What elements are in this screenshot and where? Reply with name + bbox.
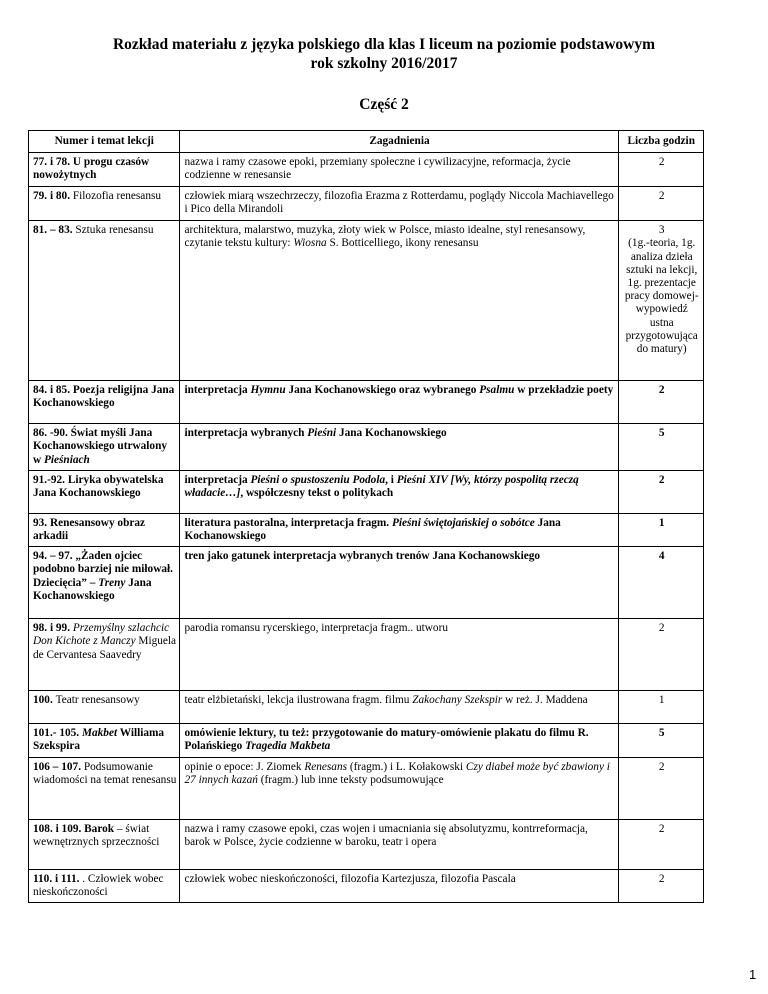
lesson-cell <box>29 869 180 902</box>
hours-cell: 2 <box>619 153 704 187</box>
hours-cell: 2 <box>619 869 704 902</box>
lesson-text-run: 110. i 111. <box>33 872 83 885</box>
lesson-cell <box>29 757 180 819</box>
topics-text-run: w reż. J. Maddena <box>502 694 588 707</box>
lesson-cell <box>29 691 180 724</box>
table-row <box>29 381 704 424</box>
topics-cell <box>180 424 619 471</box>
header-lesson: Numer i temat lekcji <box>29 131 180 153</box>
lesson-text-run: Williama Szekspira <box>33 727 165 753</box>
lesson-text-run: Filozofia renesansu <box>72 190 162 203</box>
lesson-cell <box>29 619 180 691</box>
lesson-text-run: 93. Renesansowy obraz arkadii <box>33 516 146 543</box>
lesson-text-run: 98. i 99. <box>33 622 73 635</box>
hours-cell: 2 <box>619 381 704 424</box>
topics-text-run: omówienie lektury, tu też: przygotowanie do matury-omówienie plakatu do filmu R. Polańskiego <box>184 727 589 753</box>
topics-text-run: interpretacja <box>184 473 251 486</box>
topics-text-run: interpretacja <box>184 384 251 397</box>
topics-text-run: nazwa i ramy czasowe epoki, czas wojen i umacniania się absolutyzmu, kontrreformacja, barok w Polsce, życie codzienne w baroku, teatr i opera <box>184 822 588 848</box>
lesson-cell <box>29 513 180 546</box>
lesson-text-run: Pieśniach <box>43 453 90 466</box>
topics-text-run: Pieśni świętojańskiej o sobótce <box>391 516 535 529</box>
topics-cell <box>180 724 619 757</box>
topics-text-run: Jana Kochanowskiego <box>336 427 447 440</box>
topics-cell <box>180 381 619 424</box>
topics-text-run: tren jako gatunek interpretacja wybranych trenów Jana Kochanowskiego <box>184 550 541 563</box>
lesson-text-run: 108. i 109. Barok <box>33 822 115 835</box>
topics-cell <box>180 547 619 619</box>
document-title: Rozkład materiału z języka polskiego dla klas I liceum na poziomie podstawowym <box>112 36 656 53</box>
lesson-plan-table <box>28 130 704 903</box>
topics-text-run: Jana Kochanowskiego <box>184 516 561 543</box>
lesson-text-run: 84. i 85. Poezja religijna Jana Kochanowskiego <box>33 384 175 410</box>
lesson-text-run: Przemyślny szlachcic Don Kichote z Manczy <box>33 622 170 648</box>
topics-text-run: Wiosna <box>293 237 327 250</box>
topics-text-run: , i <box>385 473 397 486</box>
lesson-cell <box>29 470 180 513</box>
lesson-cell <box>29 221 180 381</box>
topics-cell <box>180 513 619 546</box>
table-header-row <box>29 131 704 153</box>
hours-cell: 1 <box>619 691 704 724</box>
lesson-text-run: Makbet <box>81 727 118 740</box>
hours-cell: 2 <box>619 619 704 691</box>
topics-cell <box>180 619 619 691</box>
page-number: 1 <box>749 967 757 982</box>
lesson-text-run: Treny <box>98 576 126 589</box>
part-heading: Część 2 <box>359 96 409 113</box>
table-row <box>29 424 704 471</box>
table-row <box>29 757 704 819</box>
topics-text-run: parodia romansu rycerskiego, interpretacja fragm.. utworu <box>184 622 448 635</box>
lesson-text-run: 86. -90. Świat myśli Jana Kochanowskiego utrwalony w <box>33 427 168 466</box>
lesson-cell <box>29 153 180 187</box>
table-row <box>29 724 704 757</box>
lesson-text-run: Teatr renesansowy <box>55 694 140 707</box>
table-row <box>29 619 704 691</box>
table-row <box>29 691 704 724</box>
topics-text-run: Tragedia Makbeta <box>245 740 331 753</box>
lesson-cell <box>29 187 180 221</box>
lesson-cell <box>29 424 180 471</box>
topics-text-run: Renesans <box>304 760 347 773</box>
lesson-cell <box>29 819 180 869</box>
topics-text-run: Jana Kochanowskiego oraz wybranego <box>285 384 480 397</box>
table-row <box>29 187 704 221</box>
header-topics: Zagadnienia <box>180 131 619 153</box>
lesson-text-run: 77. i 78. U progu czasów nowożytnych <box>33 156 150 182</box>
lesson-text-run: 91.-92. Liryka obywatelska Jana Kochanowskiego <box>33 473 164 500</box>
topics-text-run: (fragm.) lub inne teksty podsumowujące <box>257 773 444 786</box>
topics-text-run: człowiek wobec nieskończoności, filozofia Kartezjusza, filozofia Pascala <box>184 872 516 885</box>
topics-text-run: , współczesny tekst o politykach <box>240 487 394 500</box>
topics-text-run: Pieśni XIV [Wy, którzy pospolitą rzeczą władacie…] <box>184 473 579 500</box>
hours-cell: 2 <box>619 819 704 869</box>
school-year: rok szkolny 2016/2017 <box>310 55 458 72</box>
topics-text-run: nazwa i ramy czasowe epoki, przemiany społeczne i cywilizacyjne, reformacja, życie codzienne w renesansie <box>184 156 571 182</box>
topics-text-run: opinie o epoce: J. Ziomek <box>184 760 305 773</box>
lesson-cell <box>29 724 180 757</box>
table-row <box>29 819 704 869</box>
topics-text-run: S. Botticelliego, ikony renesansu <box>326 237 479 250</box>
table-row <box>29 513 704 546</box>
lesson-text-run: 81. – 83. <box>33 224 76 237</box>
hours-cell: 3 (1g.-teoria, 1g. analiza dzieła sztuki na lekcji, 1g. prezentacje pracy domowej-wypowiedź ustna przygotowująca do matury) <box>619 221 704 381</box>
topics-cell <box>180 757 619 819</box>
table-row <box>29 153 704 187</box>
lesson-text-run: Podsumowanie wiadomości na temat renesansu <box>33 760 177 786</box>
topics-cell <box>180 819 619 869</box>
topics-text-run: człowiek miarą wszechrzeczy, filozofia Erazma z Rotterdamu, poglądy Niccola Machiavellego i Pico della Mirandoli <box>184 190 614 216</box>
lesson-text-run: 100. <box>33 694 56 707</box>
table-row <box>29 869 704 902</box>
header-hours: Liczba godzin <box>619 131 704 153</box>
topics-cell <box>180 187 619 221</box>
topics-text-run: Pieśni <box>307 427 337 440</box>
topics-text-run: literatura pastoralna, interpretacja fragm. <box>184 516 392 529</box>
topics-text-run: Psalmu <box>479 384 515 397</box>
hours-cell: 2 <box>619 470 704 513</box>
lesson-text-run: 101.- 105. <box>33 727 82 740</box>
topics-cell <box>180 221 619 381</box>
topics-text-run: (fragm.) i L. Kołakowski <box>347 760 466 773</box>
lesson-text-run: 106 – 107. <box>33 760 82 773</box>
lesson-text-run: 79. i 80. <box>33 190 73 203</box>
lesson-text-run: Miguela de Cervantesa Saavedry <box>33 635 177 661</box>
table-row <box>29 470 704 513</box>
hours-cell: 4 <box>619 547 704 619</box>
lesson-text-run: – świat wewnętrznych sprzeczności <box>33 822 160 848</box>
table-row <box>29 221 704 381</box>
topics-text-run: interpretacja wybranych <box>184 427 308 440</box>
lesson-cell <box>29 547 180 619</box>
lesson-text-run: Jana Kochanowskiego <box>33 576 152 602</box>
hours-cell: 5 <box>619 724 704 757</box>
topics-text-run: Hymnu <box>250 384 286 397</box>
topics-cell <box>180 470 619 513</box>
hours-cell: 1 <box>619 513 704 546</box>
topics-text-run: architektura, malarstwo, muzyka, złoty wiek w Polsce, miasto idealne, styl renesansowy, czytanie tekstu kultury: <box>184 224 586 250</box>
lesson-cell <box>29 381 180 424</box>
hours-cell: 2 <box>619 757 704 819</box>
topics-text-run: Zakochany Szekspir <box>412 694 503 707</box>
lesson-text-run: Sztuka renesansu <box>75 224 154 237</box>
topics-cell <box>180 869 619 902</box>
topics-cell <box>180 691 619 724</box>
lesson-text-run: 94. – 97. „Żaden ojciec podobno barziej nie miłował. Dziecięcia” – <box>33 550 173 589</box>
table-row <box>29 547 704 619</box>
topics-text-run: Pieśni o spustoszeniu Podola <box>250 473 386 486</box>
topics-text-run: w przekładzie poety <box>514 384 614 397</box>
topics-cell <box>180 153 619 187</box>
hours-cell: 5 <box>619 424 704 471</box>
lesson-text-run: . Człowiek wobec nieskończoności <box>33 872 164 898</box>
hours-cell: 2 <box>619 187 704 221</box>
topics-text-run: teatr elżbietański, lekcja ilustrowana fragm. filmu <box>184 694 413 707</box>
topics-text-run: Czy diabeł może być zbawiony i 27 innych kazań <box>184 760 610 786</box>
